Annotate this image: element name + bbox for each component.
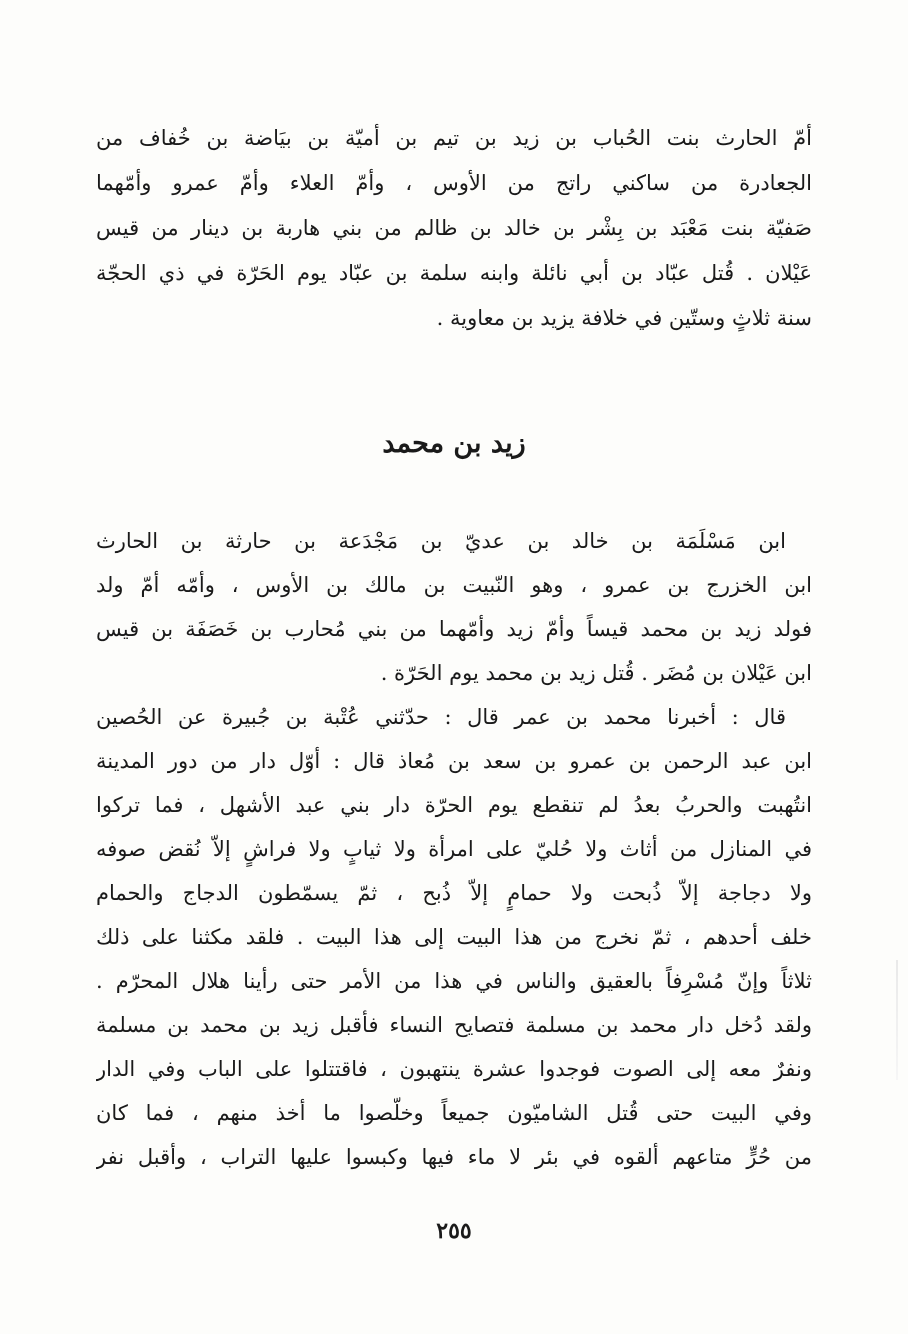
text-line: قال : أخبرنا محمد بن عمر قال : حدّثني عُتْبة بن جُبيرة عن الحُصين — [96, 705, 786, 729]
top-paragraph — [96, 122, 812, 347]
text-line: ابن عبد الرحمن بن عمرو بن سعد بن مُعاذ قال : أوّل دار من دور المدينة — [96, 749, 812, 773]
text-line: أمّ الحارث بنت الحُباب بن زيد بن تيم بن أميّة بن بيَاضة بن خُفاف من — [96, 126, 812, 150]
scan-margin-mark — [896, 960, 898, 1080]
text-line: عَيْلان . قُتل عبّاد بن أبي نائلة وابنه سلمة بن عبّاد يوم الحَرّة في ذي الحجّة — [96, 261, 812, 285]
text-line: خلف أحدهم ، ثمّ نخرج من هذا البيت إلى هذا البيت . فلقد مكثنا على ذلك — [96, 925, 812, 949]
body-text — [96, 525, 812, 1185]
text-line: سنة ثلاثٍ وستّين في خلافة يزيد بن معاوية . — [436, 306, 812, 330]
text-line: ولقد دُخل دار محمد بن مسلمة فتصايح النساء فأقبل زيد بن محمد بن مسلمة — [96, 1013, 812, 1037]
text-line: ثلاثاً وإنّ مُسْرِفاً بالعقيق والناس في هذا من الأمر حتى رأينا هلال المحرّم . — [96, 969, 812, 993]
text-line: ولا دجاجة إلاّ ذُبحت ولا حمامٍ إلاّ ذُبح ، ثمّ يسمّطون الدجاج والحمام — [96, 881, 812, 905]
text-line: انتُهبت والحربُ بعدُ لم تنقطع يوم الحرّة دار بني عبد الأشهل ، فما تركوا — [96, 793, 812, 817]
text-line: من حُرٍّ متاعهم ألقوه في بئر لا ماء فيها وكبسوا عليها التراب ، وأقبل نفر — [96, 1145, 812, 1169]
text-line: ابن الخزرج بن عمرو ، وهو النّبيت بن مالك بن الأوس ، وأمّه أمّ ولد — [96, 573, 812, 597]
text-line: ابن مَسْلَمَة بن خالد بن عديّ بن مَجْدَعة بن حارثة بن الحارث — [96, 529, 786, 553]
text-line: ونفرٌ معه إلى الصوت فوجدوا عشرة ينتهبون ، فاقتتلوا على الباب وفي الدار — [96, 1057, 812, 1081]
text-line: فولد زيد بن محمد قيساً وأمّ زيد وأمّهما من بني مُحارب بن خَصَفَة بن قيس — [96, 617, 812, 641]
text-line: وفي البيت حتى قُتل الشاميّون جميعاً وخلّصوا ما أخذ منهم ، فما كان — [96, 1101, 812, 1125]
text-line: في المنازل من أثاث ولا حُليّ على امرأة ولا ثيابٍ ولا فراشٍ إلاّ نُقض صوفه — [96, 837, 812, 861]
text-line: صَفيّة بنت مَعْبَد بن بِشْر بن خالد بن ظالم من بني هاربة بن دينار من قيس — [96, 216, 812, 240]
page-number: ٢٥٥ — [436, 1218, 472, 1244]
text-line: ابن عَيْلان بن مُضَر . قُتل زيد بن محمد يوم الحَرّة . — [380, 661, 812, 685]
section-heading: زيد بن محمد — [382, 428, 526, 459]
text-line: الجعادرة من ساكني راتج من الأوس ، وأمّ العلاء وأمّ عمرو وأمّهما — [96, 171, 812, 195]
